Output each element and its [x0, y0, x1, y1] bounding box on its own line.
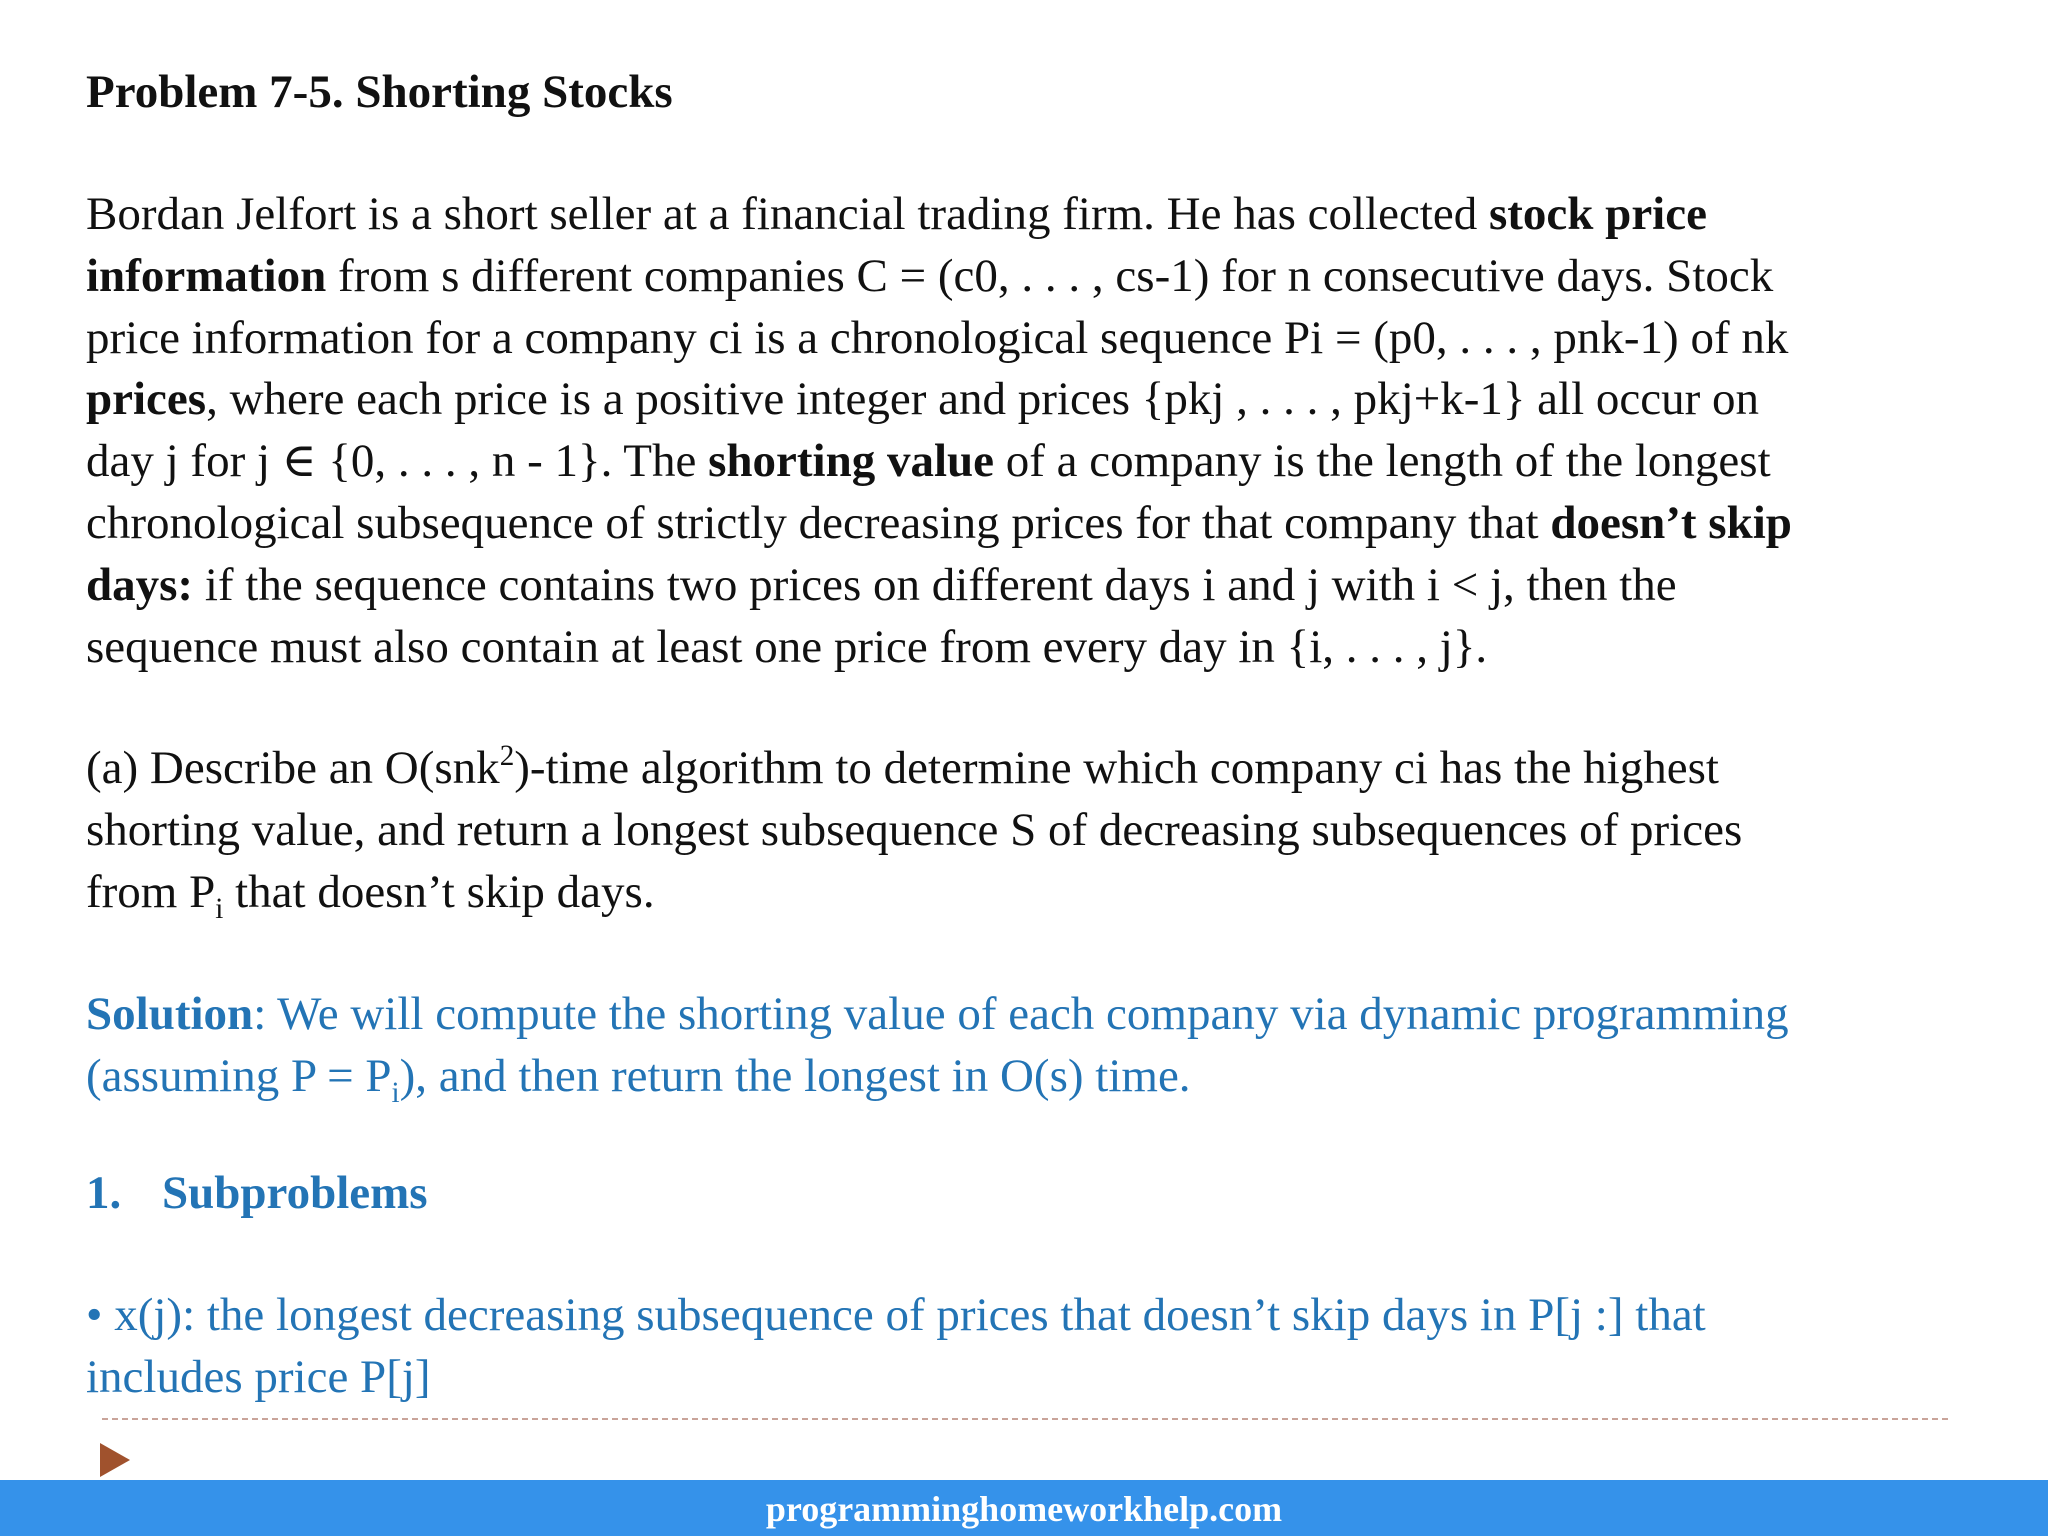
part-a-line-1 — [86, 738, 1986, 800]
solution-text: : We will compute the shorting value of each company via dynamic programming — [253, 987, 1789, 1040]
subscript: i — [215, 893, 224, 926]
solution-text: ), and then return the longest in O(s) time. — [399, 1049, 1191, 1102]
section-number: 1. — [86, 1167, 122, 1220]
statement-line-7 — [86, 555, 1986, 617]
statement-text: from s different companies C = (c0, . . . , cs-1) for n consecutive days. Stock — [326, 249, 1774, 302]
slide-content — [86, 56, 1986, 1409]
statement-line-3: price information for a company ci is a chronological sequence Pi = (p0, . . . , pnk-1) of nk — [86, 311, 1789, 364]
solution-label: Solution — [86, 987, 254, 1040]
statement-line-8: sequence must also contain at least one price from every day in {i, . . . , j}. — [86, 620, 1488, 673]
statement-text: if the sequence contains two prices on different days i and j with i < j, then the — [193, 558, 1677, 611]
bullet-line-2: includes price P[j] — [86, 1350, 431, 1403]
part-a-line-2: shorting value, and return a longest subsequence S of decreasing subsequences of prices — [86, 804, 1743, 857]
statement-line-2 — [86, 246, 1986, 308]
statement-line-1 — [86, 184, 1986, 246]
problem-statement — [86, 184, 1986, 678]
part-a-line-3 — [86, 862, 1986, 924]
problem-title: Problem 7-5. Shorting Stocks — [86, 66, 673, 118]
play-triangle-icon — [100, 1443, 130, 1477]
solution-line-1 — [86, 984, 1986, 1046]
statement-bold: stock price — [1488, 188, 1707, 240]
section-title: Subproblems — [162, 1167, 428, 1220]
part-a-text: (a) Describe an O(snk — [86, 742, 500, 795]
statement-bold: doesn’t skip — [1550, 496, 1792, 549]
statement-text: of a company is the length of the longest — [994, 435, 1771, 488]
part-a-text: )-time algorithm to determine which company ci has the highest — [514, 742, 1719, 795]
solution-line-2 — [86, 1046, 1986, 1108]
footer-site-link[interactable]: programminghomeworkhelp.com — [765, 1489, 1283, 1529]
statement-text: day j for j ∈ {0, . . . , n - 1}. The — [86, 435, 709, 488]
statement-bold: days: — [86, 558, 194, 611]
statement-line-4 — [86, 369, 1986, 431]
solution-block — [86, 984, 1986, 1108]
part-a-text: that doesn’t skip days. — [223, 865, 655, 918]
part-a-text: from P — [86, 865, 216, 918]
bullet-line-1: • x(j): the longest decreasing subsequence of prices that doesn’t skip days in P[j :] that — [86, 1289, 1706, 1342]
statement-line-6 — [86, 493, 1986, 555]
dashed-divider — [102, 1418, 1948, 1420]
subproblem-bullet — [86, 1285, 1986, 1409]
statement-bold: prices — [86, 373, 207, 426]
statement-text: , where each price is a positive integer and prices {pkj , . . . , pkj+k-1} all occur on — [206, 373, 1760, 426]
statement-text: Bordan Jelfort is a short seller at a financial trading firm. He has collected — [86, 188, 1489, 240]
statement-bold: information — [86, 249, 327, 302]
section-heading — [86, 1163, 1986, 1225]
statement-text: chronological subsequence of strictly decreasing prices for that company that — [86, 496, 1551, 549]
solution-text: (assuming P = P — [86, 1049, 392, 1102]
part-a-question — [86, 738, 1986, 926]
superscript: 2 — [499, 740, 515, 773]
statement-bold: shorting value — [708, 435, 995, 488]
subscript: i — [391, 1076, 400, 1109]
footer-bar — [0, 1480, 2048, 1536]
statement-line-5 — [86, 431, 1986, 493]
